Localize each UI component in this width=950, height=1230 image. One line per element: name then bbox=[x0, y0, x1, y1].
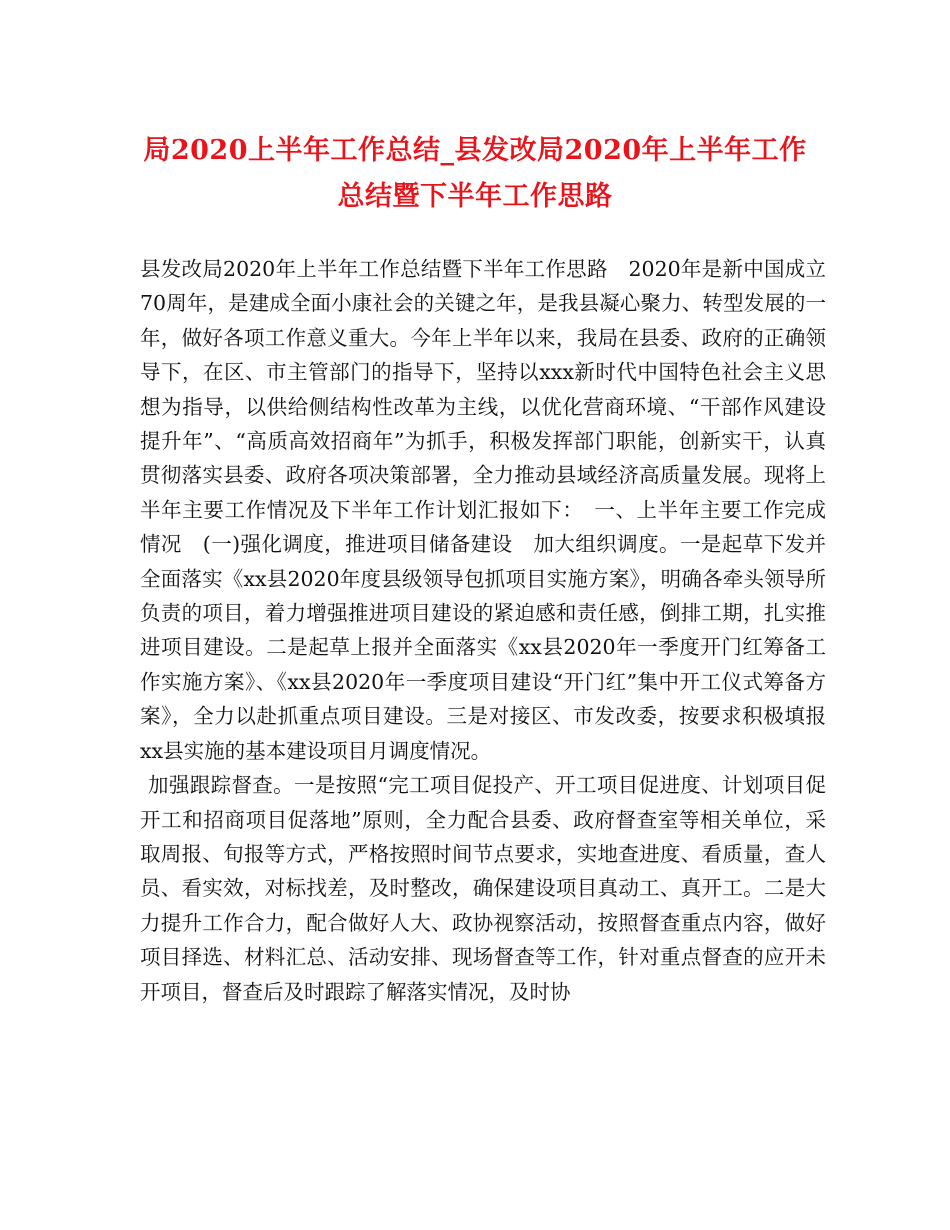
title-line-1: 局2020上半年工作总结_县发改局2020年上半年工作 bbox=[143, 135, 807, 166]
paragraph-2: 加强跟踪督查。一是按照“完工项目促投产、开工项目促进度、计划项目促开工和招商项目促落地”原则，全力配合县委、政府督查室等相关单位，采取周报、旬报等方式，严格按照时间节点要求，实地查进度、看质量，查人员、看实效，对标找差，及时整改，确保建设项目真动工、真开工。二是大力提升工作合力，配合做好人大、政协视察活动，按照督查重点内容，做好项目择选、材料汇总、活动安排、现场督查等工作，针对重点督查的应开未开项目，督查后及时跟踪了解落实情况，及时协 bbox=[140, 773, 826, 1004]
document-body bbox=[140, 252, 826, 1009]
title-line-2: 总结暨下半年工作思路 bbox=[337, 181, 613, 212]
paragraph-1: 县发改局2020年上半年工作总结暨下半年工作思路 2020年是新中国成立70周年，是建成全面小康社会的关键之年，是我县凝心聚力、转型发展的一年，做好各项工作意义重大。今年上半年以来，我局在县委、政府的正确领导下，在区、市主管部门的指导下，坚持以xxx新时代中国特色社会主义思想为指导，以供给侧结构性改革为主线，以优化营商环境、“干部作风建设提升年”、“高质高效招商年”为抓手，积极发挥部门职能，创新实干，认真贯彻落实县委、政府各项决策部署，全力推动县域经济高质量发展。现将上半年主要工作情况及下半年工作计划汇报如下： 一、上半年主要工作完成情况 (一)强化调度，推进项目储备建设 加大组织调度。一是起草下发并全面落实《xx县2020年度县级领导包抓项目实施方案》，明确各牵头领导所负责的项目，着力增强推进项目建设的紧迫感和责任感，倒排工期，扎实推进项目建设。二是起草上报并全面落实《xx县2020年一季度开门红筹备工作实施方案》、《xx县2020年一季度项目建设“开门红”集中开工仪式筹备方案》，全力以赴抓重点项目建设。三是对接区、市发改委，按要求积极填报xx县实施的基本建设项目月调度情况。 bbox=[140, 257, 826, 763]
document-title bbox=[120, 128, 830, 220]
